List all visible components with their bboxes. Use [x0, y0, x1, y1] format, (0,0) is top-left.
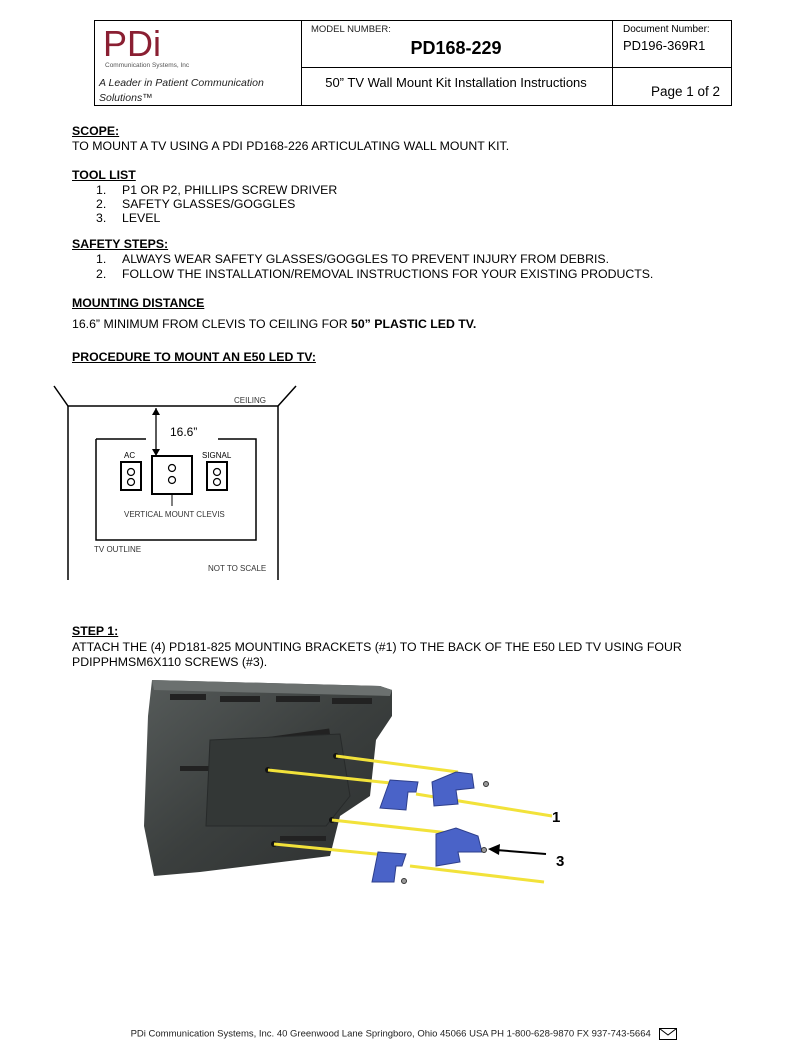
page-footer	[0, 1028, 808, 1040]
page-indicator: Page 1 of 2	[651, 84, 721, 99]
logo-subtext: Communication Systems, Inc	[105, 62, 190, 69]
tool-list-item: 3. LEVEL	[96, 211, 161, 225]
tv-center-recess	[206, 734, 350, 826]
arrow-head-down-icon	[152, 449, 160, 456]
ac-label: AC	[124, 451, 136, 460]
bracket-callout-label: 1	[552, 809, 561, 826]
outlet-icon	[128, 469, 135, 476]
document-header	[94, 20, 732, 106]
screw-icon	[482, 848, 487, 853]
model-number-label: MODEL NUMBER:	[311, 24, 391, 35]
scope-text: TO MOUNT A TV USING A PDI PD168-226 ARTICULATING WALL MOUNT KIT.	[72, 139, 510, 153]
screw-icon	[402, 879, 407, 884]
scope-heading: SCOPE:	[72, 124, 120, 138]
logo-wordmark: PDi	[103, 23, 162, 64]
mounting-diagram	[46, 384, 310, 584]
arrow-head-up-icon	[152, 408, 160, 415]
company-tagline: A Leader in Patient Communication Solutions™	[99, 77, 264, 104]
clevis-hole-icon	[169, 477, 176, 484]
document-number-label: Document Number:	[623, 24, 710, 35]
arrow-head-left-icon	[488, 844, 500, 855]
safety-item: 2. FOLLOW THE INSTALLATION/REMOVAL INSTRUCTIONS FOR YOUR EXISTING PRODUCTS.	[96, 267, 654, 281]
document-number-value: PD196-369R1	[623, 38, 706, 53]
step1-heading: STEP 1:	[72, 624, 119, 638]
distance-label: 16.6”	[170, 425, 198, 439]
footer-contact-text: PDi Communication Systems, Inc. 40 Greenwood Lane Springboro, Ohio 45066 USA PH 1-800-628-9870 FX 937-743-5664	[130, 1028, 651, 1040]
mounting-distance-heading: MOUNTING DISTANCE	[72, 296, 205, 310]
tv-outline-label: TV OUTLINE	[94, 545, 142, 554]
tool-list-item: 1. P1 OR P2, PHILLIPS SCREW DRIVER	[96, 183, 338, 197]
screw-callout-label: 3	[556, 853, 565, 870]
header-divider	[301, 21, 302, 105]
document-title: 50” TV Wall Mount Kit Installation Instructions	[325, 75, 587, 90]
ceiling-label: CEILING	[234, 396, 267, 405]
procedure-heading: PROCEDURE TO MOUNT AN E50 LED TV:	[72, 350, 316, 364]
tool-list-item: 2. SAFETY GLASSES/GOGGLES	[96, 197, 296, 211]
mounting-distance-text: 16.6” MINIMUM FROM CLEVIS TO CEILING FOR 50” PLASTIC LED TV.	[72, 317, 477, 331]
outlet-icon	[128, 479, 135, 486]
envelope-icon	[659, 1028, 677, 1040]
signal-label: SIGNAL	[202, 451, 232, 460]
model-number-value: PD168-229	[410, 38, 502, 58]
clevis-label: VERTICAL MOUNT CLEVIS	[124, 510, 225, 519]
outlet-icon	[214, 479, 221, 486]
step1-text-line1: ATTACH THE (4) PD181-825 MOUNTING BRACKETS (#1) TO THE BACK OF THE E50 LED TV USING FOUR	[72, 640, 682, 654]
tv-back-photo	[140, 676, 580, 891]
callout-arrow	[496, 850, 546, 854]
screw-icon	[484, 782, 489, 787]
header-divider	[301, 67, 732, 68]
tool-list-heading: TOOL LIST	[72, 168, 136, 182]
step1-text-line2: PDIPPHMSM6X110 SCREWS (#3).	[72, 655, 268, 669]
outlet-icon	[214, 469, 221, 476]
clevis-plate	[152, 456, 192, 494]
header-divider	[612, 21, 613, 105]
clevis-hole-icon	[169, 465, 176, 472]
safety-item: 1. ALWAYS WEAR SAFETY GLASSES/GOGGLES TO PREVENT INJURY FROM DEBRIS.	[96, 252, 609, 266]
company-logo	[99, 23, 239, 69]
safety-heading: SAFETY STEPS:	[72, 237, 169, 251]
not-to-scale-label: NOT TO SCALE	[208, 564, 267, 573]
